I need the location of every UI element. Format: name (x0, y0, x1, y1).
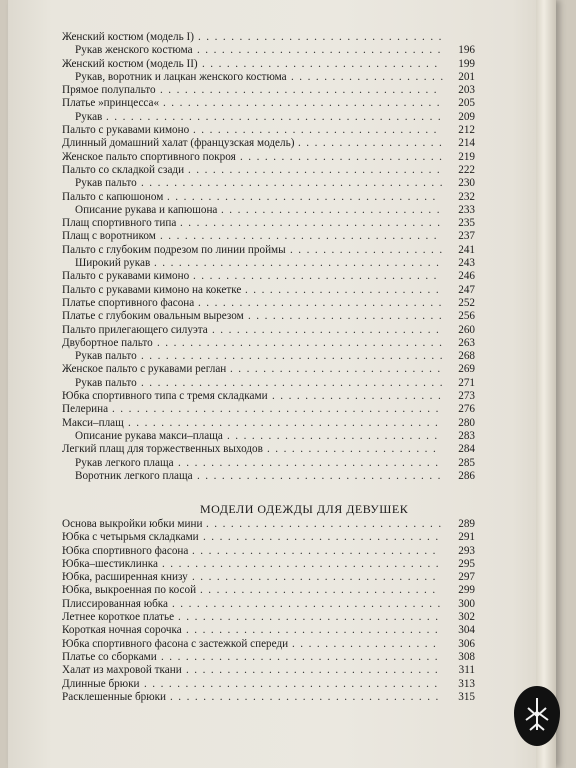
toc-entry (62, 624, 475, 637)
dot-leader: .................................. (160, 84, 443, 97)
toc-entry-title: Описание рукава и капюшона (75, 203, 218, 216)
dot-leader: ..................... (267, 443, 442, 456)
toc-entry (62, 470, 475, 483)
toc-section-girls (62, 518, 475, 704)
toc-entry-title: Длинные брюки (62, 677, 140, 690)
dot-leader: .............................. (193, 124, 442, 137)
dot-leader: .............................. (198, 31, 447, 43)
dot-leader: ................................... (157, 336, 448, 349)
dot-leader: ................... (291, 70, 449, 83)
dot-leader: ............................. (202, 57, 443, 70)
toc-entry-title: Макси–плащ (62, 416, 124, 429)
toc-entry-title: Воротник легкого плаща (75, 469, 193, 482)
toc-entry (62, 651, 475, 664)
toc-entry-page: 269 (458, 363, 475, 376)
dot-leader: .................................. (162, 557, 445, 570)
toc-entry (62, 217, 475, 230)
toc-entry-title: Плиссированная юбка (62, 597, 169, 610)
dot-leader: ................................. (172, 597, 446, 610)
toc-entry-title: Платье спортивного фасона (62, 296, 195, 309)
publisher-logo-icon (514, 686, 560, 746)
dot-leader: ..................... (272, 390, 447, 403)
toc-entry (62, 31, 475, 44)
toc-entry (62, 377, 475, 390)
toc-entry-page: 285 (458, 456, 475, 469)
dot-leader: ......................... (240, 150, 448, 163)
toc-entry-page: 246 (458, 270, 475, 283)
toc-entry-page: 232 (458, 190, 475, 203)
toc-entry-page: 293 (458, 544, 475, 557)
dot-leader: ............................... (186, 664, 444, 677)
toc-entry-page: 271 (458, 376, 475, 389)
toc-entry-title: Юбка–шестиклинка (62, 557, 158, 570)
toc-entry (62, 297, 475, 310)
toc-entry-page: 283 (458, 429, 475, 442)
dot-leader: ..................................... (141, 177, 448, 190)
dot-leader: ................................ (180, 217, 446, 230)
toc-entry-page: 203 (458, 84, 475, 97)
toc-entry-title: Женское пальто спортивного покроя (62, 150, 236, 163)
toc-entry-title: Платье с глубоким овальным вырезом (62, 310, 244, 323)
toc-entry-title: Женский костюм (модель II) (62, 57, 198, 70)
toc-entry-page: 252 (458, 296, 475, 309)
toc-entry-title: Юбка, расширенная книзу (62, 571, 188, 584)
toc-entry-page: 297 (458, 571, 475, 584)
toc-entry-page: 256 (458, 310, 475, 323)
toc-entry (62, 518, 475, 531)
toc-entry-title: Пальто с капюшоном (62, 190, 164, 203)
dot-leader: .............................. (193, 270, 442, 283)
toc-entry-title: Юбка с четырьмя складками (62, 531, 199, 544)
toc-entry-page: 230 (458, 177, 475, 190)
dot-leader: ................................. (167, 190, 441, 203)
toc-section-women (62, 31, 475, 483)
toc-entry (62, 44, 475, 57)
toc-entry (62, 257, 475, 270)
toc-entry (62, 363, 475, 376)
toc-entry-page: 313 (458, 677, 475, 690)
dot-leader: .............................. (197, 469, 446, 482)
toc-entry-title: Юбка спортивного фасона с застежкой спереди (62, 637, 289, 650)
toc-entry (62, 457, 475, 470)
toc-entry-page: 308 (458, 650, 475, 663)
dot-leader: ..................................... (141, 350, 448, 363)
toc-entry-title: Описание рукава макси–плаща (75, 429, 223, 442)
toc-entry (62, 177, 475, 190)
toc-entry-title: Длинный домашний халат (французская модель) (62, 137, 295, 150)
toc-entry-page: 219 (458, 150, 475, 163)
toc-entry-title: Летнее короткое платье (62, 611, 175, 624)
toc-entry-page: 199 (458, 57, 475, 70)
dot-leader: ........................... (221, 203, 446, 216)
dot-leader: ................................ (178, 456, 444, 469)
dot-leader: .......................... (230, 363, 446, 376)
toc-entry (62, 191, 475, 204)
toc-entry (62, 111, 475, 124)
toc-entry-page: 311 (458, 664, 475, 677)
toc-entry-page: 214 (458, 137, 475, 150)
toc-entry-title: Рукав (75, 110, 103, 123)
toc-entry-page: 306 (458, 637, 475, 650)
toc-entry-title: Основа выкройки юбки мини (62, 518, 203, 530)
toc-entry-title: Пальто с рукавами кимоно (62, 270, 190, 283)
dot-leader: ...................................... (128, 416, 444, 429)
toc-entry (62, 430, 475, 443)
toc-entry-title: Плащ спортивного типа (62, 217, 177, 230)
toc-entry (62, 71, 475, 84)
toc-entry (62, 403, 475, 416)
dot-leader: ............................. (206, 518, 447, 530)
toc-entry (62, 58, 475, 71)
toc-entry-page: 222 (458, 163, 475, 176)
toc-entry-page: 276 (458, 403, 475, 416)
toc-entry-title: Женский костюм (модель I) (62, 31, 194, 43)
dot-leader: ............................ (212, 323, 445, 336)
toc-entry-page: 273 (458, 390, 475, 403)
toc-entry-page: 284 (458, 443, 475, 456)
toc-entry-title: Женское пальто с рукавами реглан (62, 363, 227, 376)
dot-leader: .............................. (192, 571, 441, 584)
toc-entry-title: Платье »принцесса« (62, 97, 160, 110)
toc-entry-page: 209 (458, 110, 475, 123)
toc-entry (62, 137, 475, 150)
toc-entry-title: Рукав пальто (75, 376, 137, 389)
toc-entry (62, 664, 475, 677)
dot-leader: .................................. (163, 97, 446, 110)
dot-leader: .................. (298, 137, 448, 150)
toc-entry-page: 260 (458, 323, 475, 336)
toc-entry-page: 268 (458, 350, 475, 363)
toc-entry (62, 324, 475, 337)
dot-leader: .............................. (198, 296, 447, 309)
toc-entry-page: 280 (458, 416, 475, 429)
toc-entry-title: Пальто с рукавами кимоно на кокетке (62, 283, 242, 296)
toc-entry-page: 196 (458, 44, 475, 57)
toc-entry-title: Пальто прилегающего силуэта (62, 323, 208, 336)
toc-entry-title: Юбка спортивного типа с тремя складками (62, 390, 268, 403)
toc-entry-page: 315 (458, 690, 475, 703)
toc-entry-page: 212 (458, 124, 475, 137)
toc-entry-page: 302 (458, 611, 475, 624)
toc-entry-page: 237 (458, 230, 475, 243)
dot-leader: ................................... (154, 257, 445, 270)
dot-leader: .................................. (160, 230, 443, 243)
dot-leader: ............................. (203, 531, 444, 544)
section-heading: МОДЕЛИ ОДЕЖДЫ ДЛЯ ДЕВУШЕК (200, 502, 409, 516)
toc-entry (62, 230, 475, 243)
toc-entry (62, 270, 475, 283)
toc-entry-page: 241 (458, 243, 475, 256)
dot-leader: .......................... (227, 429, 443, 442)
toc-entry (62, 584, 475, 597)
toc-entry-page: 205 (458, 97, 475, 110)
toc-entry-title: Расклешенные брюки (62, 690, 167, 703)
toc-entry-title: Рукав женского костюма (75, 44, 193, 57)
toc-entry-page: 286 (458, 469, 475, 482)
toc-entry (62, 598, 475, 611)
toc-entry-page: 300 (458, 597, 475, 610)
dot-leader: ........................................ (112, 403, 444, 416)
toc-entry-page: 291 (458, 531, 475, 544)
toc-entry (62, 310, 475, 323)
toc-entry-title: Рукав пальто (75, 177, 137, 190)
toc-entry-page: 299 (458, 584, 475, 597)
toc-entry-title: Прямое полупальто (62, 84, 156, 97)
toc-entry-title: Рукав, воротник и лацкан женского костюма (75, 70, 287, 83)
dot-leader: ......................................... (106, 110, 447, 123)
toc-entry-title: Юбка, выкроенная по косой (62, 584, 197, 597)
dot-leader: ..................................... (141, 376, 448, 389)
toc-entry-title: Пальто с рукавами кимоно (62, 124, 190, 137)
toc-entry-page: 289 (458, 518, 475, 530)
toc-entry-title: Юбка спортивного фасона (62, 544, 189, 557)
toc-entry (62, 611, 475, 624)
toc-entry-page: 295 (458, 557, 475, 570)
toc-entry (62, 244, 475, 257)
dot-leader: ........................ (248, 310, 448, 323)
toc-entry-title: Плащ с воротником (62, 230, 156, 243)
dot-leader: ........................ (245, 283, 445, 296)
toc-entry (62, 638, 475, 651)
dot-leader: ............................... (186, 624, 444, 637)
toc-entry (62, 531, 475, 544)
toc-entry-title: Рукав пальто (75, 350, 137, 363)
toc-entry (62, 678, 475, 691)
dot-leader: .................................. (161, 650, 444, 663)
toc-entry (62, 443, 475, 456)
toc-entry-title: Широкий рукав (75, 257, 151, 270)
toc-entry (62, 284, 475, 297)
toc-entry-page: 247 (458, 283, 475, 296)
toc-entry-title: Рукав легкого плаща (75, 456, 174, 469)
dot-leader: ............................. (200, 584, 441, 597)
dot-leader: .............................. (197, 44, 446, 57)
dot-leader: ................... (290, 243, 448, 256)
toc-entry (62, 97, 475, 110)
toc-entry (62, 350, 475, 363)
toc-entry-title: Двубортное пальто (62, 336, 153, 349)
dot-leader: .................................... (144, 677, 443, 690)
toc-entry-title: Пелерина (62, 403, 109, 416)
toc-entry-page: 263 (458, 336, 475, 349)
toc-entry-page: 201 (458, 70, 475, 83)
toc-entry-title: Платье со сборками (62, 650, 157, 663)
toc-entry (62, 558, 475, 571)
toc-entry (62, 691, 475, 704)
toc-entry-title: Халат из махровой ткани (62, 664, 182, 677)
dot-leader: .............................. (192, 544, 441, 557)
toc-entry (62, 417, 475, 430)
toc-entry-page: 304 (458, 624, 475, 637)
toc-entry-page: 235 (458, 217, 475, 230)
toc-entry (62, 337, 475, 350)
dot-leader: .................. (292, 637, 442, 650)
toc-entry-title: Короткая ночная сорочка (62, 624, 182, 637)
toc-entry-title: Легкий плащ для торжественных выходов (62, 443, 263, 456)
toc-entry (62, 545, 475, 558)
toc-entry (62, 151, 475, 164)
toc-entry-page: 233 (458, 203, 475, 216)
toc-entry (62, 390, 475, 403)
toc-entry-title: Пальто с глубоким подрезом по линии проймы (62, 243, 286, 256)
toc-entry (62, 84, 475, 97)
toc-entry-title: Пальто со складкой сзади (62, 163, 185, 176)
dot-leader: ................................ (178, 611, 444, 624)
toc-entry (62, 164, 475, 177)
toc-entry (62, 204, 475, 217)
toc-entry (62, 571, 475, 584)
toc-entry (62, 124, 475, 137)
toc-entry-page: 243 (458, 257, 475, 270)
page-edge (536, 0, 556, 768)
dot-leader: ................................. (170, 690, 444, 703)
dot-leader: ............................... (188, 163, 446, 176)
